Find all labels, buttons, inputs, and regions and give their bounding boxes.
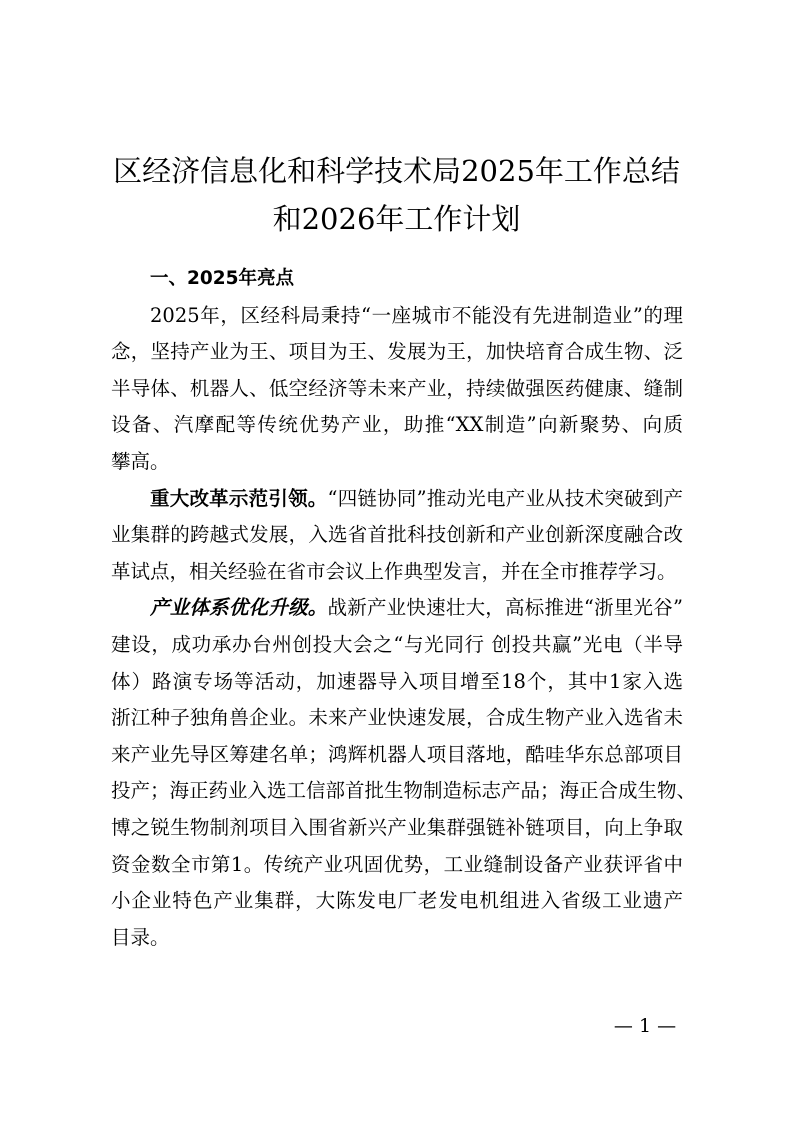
paragraph-text: “四链协同”推动光电产业从技术突破到产 (327, 486, 683, 510)
paragraph-line: 浙江种子独角兽企业。未来产业快速发展，合成生物产业入选省未 (111, 706, 683, 730)
page-number: — 1 — (613, 1015, 677, 1037)
paragraph-industry (111, 590, 697, 956)
paragraph-line (111, 481, 683, 518)
paragraph-line: 业集群的跨越式发展，入选省首批科技创新和产业创新深度融合改 (111, 523, 683, 547)
paragraph-line: 博之锐生物制剂项目入围省新兴产业集群强链补链项目，向上争取 (111, 815, 683, 839)
paragraph-line: 投产；海正药业入选工信部首批生物制造标志产品；海正合成生物、 (111, 779, 697, 803)
paragraph-line: 小企业特色产业集群，大陈发电厂老发电机组进入省级工业遗产 (111, 889, 683, 913)
document-body (111, 261, 697, 956)
paragraph-lead: 产业体系优化升级。 (150, 596, 328, 620)
paragraph-line: 来产业先导区筹建名单；鸿辉机器人项目落地，酷哇华东总部项目 (111, 742, 683, 766)
document-title (60, 147, 733, 243)
section-heading: 一、2025年亮点 (150, 268, 294, 289)
paragraph-line: 体）路演专场等活动，加速器导入项目增至18个，其中1家入选 (111, 669, 683, 693)
paragraph-line (111, 590, 683, 627)
paragraph-reform (111, 481, 683, 591)
paragraph-line: 资金数全市第1。传统产业巩固优势，工业缝制设备产业获评省中 (111, 852, 683, 876)
paragraph-line: 半导体、机器人、低空经济等未来产业，持续做强医药健康、缝制 (111, 376, 683, 400)
paragraph-line: 目录。 (111, 925, 170, 949)
paragraph-highlights-intro (111, 298, 683, 481)
paragraph-line: 攀高。 (111, 449, 170, 473)
title-line-1: 区经济信息化和科学技术局2025年工作总结 (113, 154, 680, 188)
paragraph-line: 设备、汽摩配等传统优势产业，助推“XX制造”向新聚势、向质 (111, 413, 683, 437)
title-line-2: 和2026年工作计划 (272, 202, 521, 236)
paragraph-line: 2025年，区经科局秉持“一座城市不能没有先进制造业”的理 (150, 303, 683, 327)
paragraph-line: 革试点，相关经验在省市会议上作典型发言，并在全市推荐学习。 (111, 559, 677, 583)
paragraph-line: 建设，成功承办台州创投大会之“与光同行 创投共赢”光电（半导 (111, 632, 683, 656)
paragraph-text: 战新产业快速壮大，高标推进“浙里光谷” (327, 596, 683, 620)
paragraph-lead: 重大改革示范引领。 (150, 486, 328, 510)
paragraph-line: 念，坚持产业为王、项目为王、发展为王，加快培育合成生物、泛 (111, 340, 683, 364)
